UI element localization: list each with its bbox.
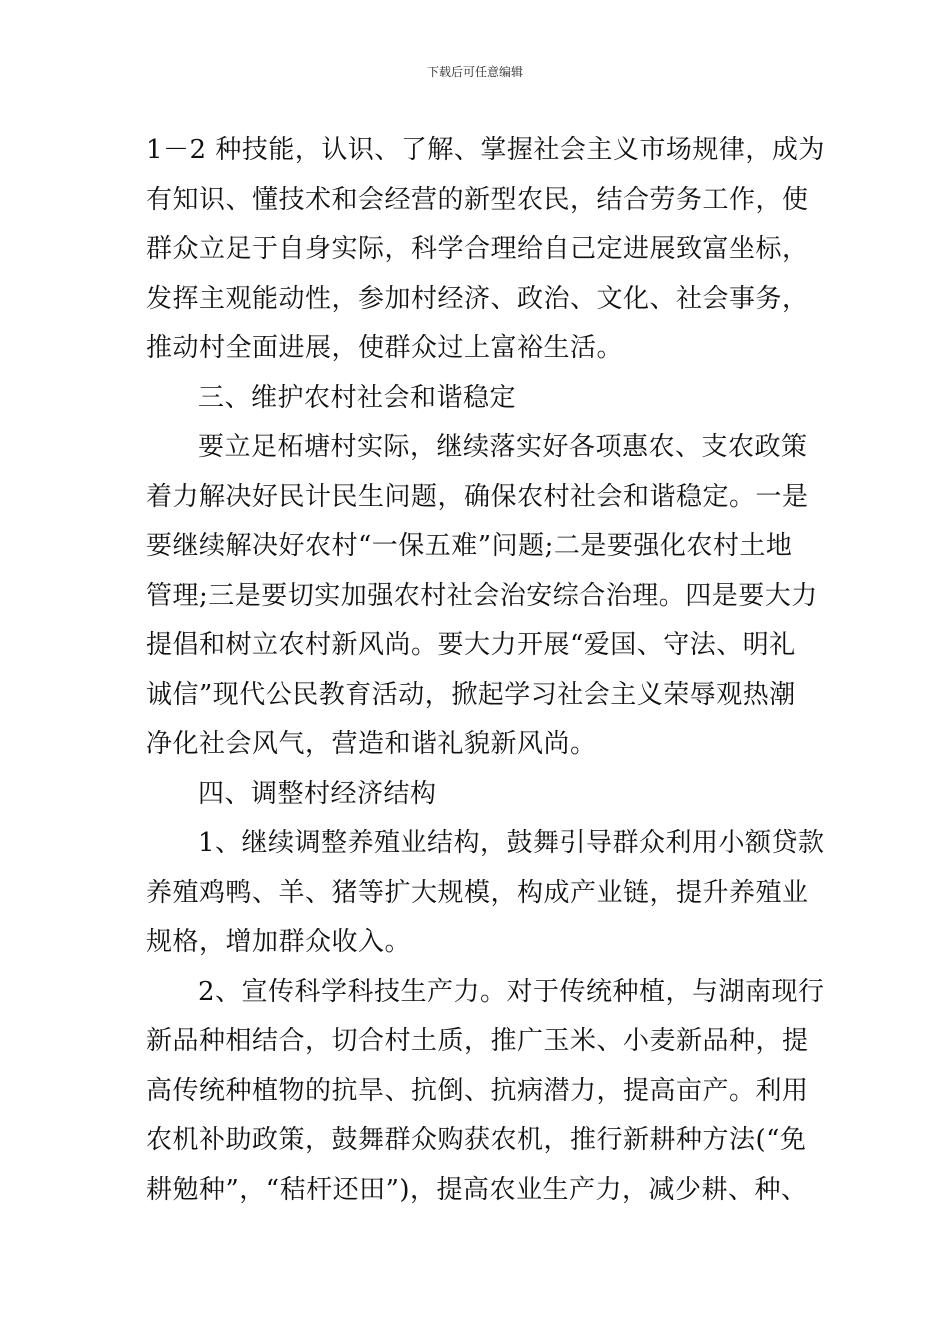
text-line: 管理;三是要切实加强农村社会治安综合治理。四是要大力 <box>146 580 818 611</box>
text-line: 推动村全面进展，使群众过上富裕生活。 <box>146 333 624 363</box>
text-line: 规格，增加群众收入。 <box>146 927 412 957</box>
text-line: 1、继续调整养殖业结构，鼓舞引导群众利用小额贷款 <box>198 828 825 858</box>
text-line: 养殖鸡鸭、羊、猪等扩大规模，构成产业链，提升养殖业 <box>146 877 809 908</box>
document-body <box>146 126 836 1215</box>
text-line: 发挥主观能动性，参加村经济、政治、文化、社会事务， <box>146 283 809 314</box>
text-line: 有知识、懂技术和会经营的新型农民，结合劳务工作，使 <box>146 184 809 215</box>
text-line: 四、调整村经济结构 <box>198 778 437 809</box>
text-line: 要继续解决好农村“一保五难”问题;二是要强化农村土地 <box>146 531 793 561</box>
text-line: 新品种相结合，切合村土质，推广玉米、小麦新品种，提 <box>146 1026 809 1056</box>
text-line: 提倡和树立农村新风尚。要大力开展“爱国、守法、明礼 <box>146 630 796 660</box>
text-line: 着力解决好民计民生问题，确保农村社会和谐稳定。一是 <box>146 481 809 512</box>
text-line: 要立足柘塘村实际，继续落实好各项惠农、支农政策 <box>198 432 808 462</box>
text-line: 群众立足于自身实际，科学合理给自己定进展致富坐标， <box>146 234 809 264</box>
text-line: 诚信”现代公民教育活动，掀起学习社会主义荣辱观热潮 <box>146 679 796 710</box>
text-line: 三、维护农村社会和谐稳定 <box>198 382 517 413</box>
text-line: 1－2 种技能，认识、了解、掌握社会主义市场规律，成为 <box>146 135 825 165</box>
text-line: 高传统种植物的抗旱、抗倒、抗病潜力，提高亩产。利用 <box>146 1075 809 1106</box>
page-header: 下载后可任意编辑 <box>426 65 523 79</box>
text-line: 净化社会风气，营造和谐礼貌新风尚。 <box>146 729 597 759</box>
text-line: 耕勉种”，“秸杆还田”)，提高农业生产力，减少耕、种、 <box>146 1174 808 1205</box>
text-line: 农机补助政策，鼓舞群众购获农机，推行新耕种方法(“免 <box>146 1125 807 1155</box>
text-line: 2、宣传科学科技生产力。对于传统种植，与湖南现行 <box>198 976 825 1007</box>
